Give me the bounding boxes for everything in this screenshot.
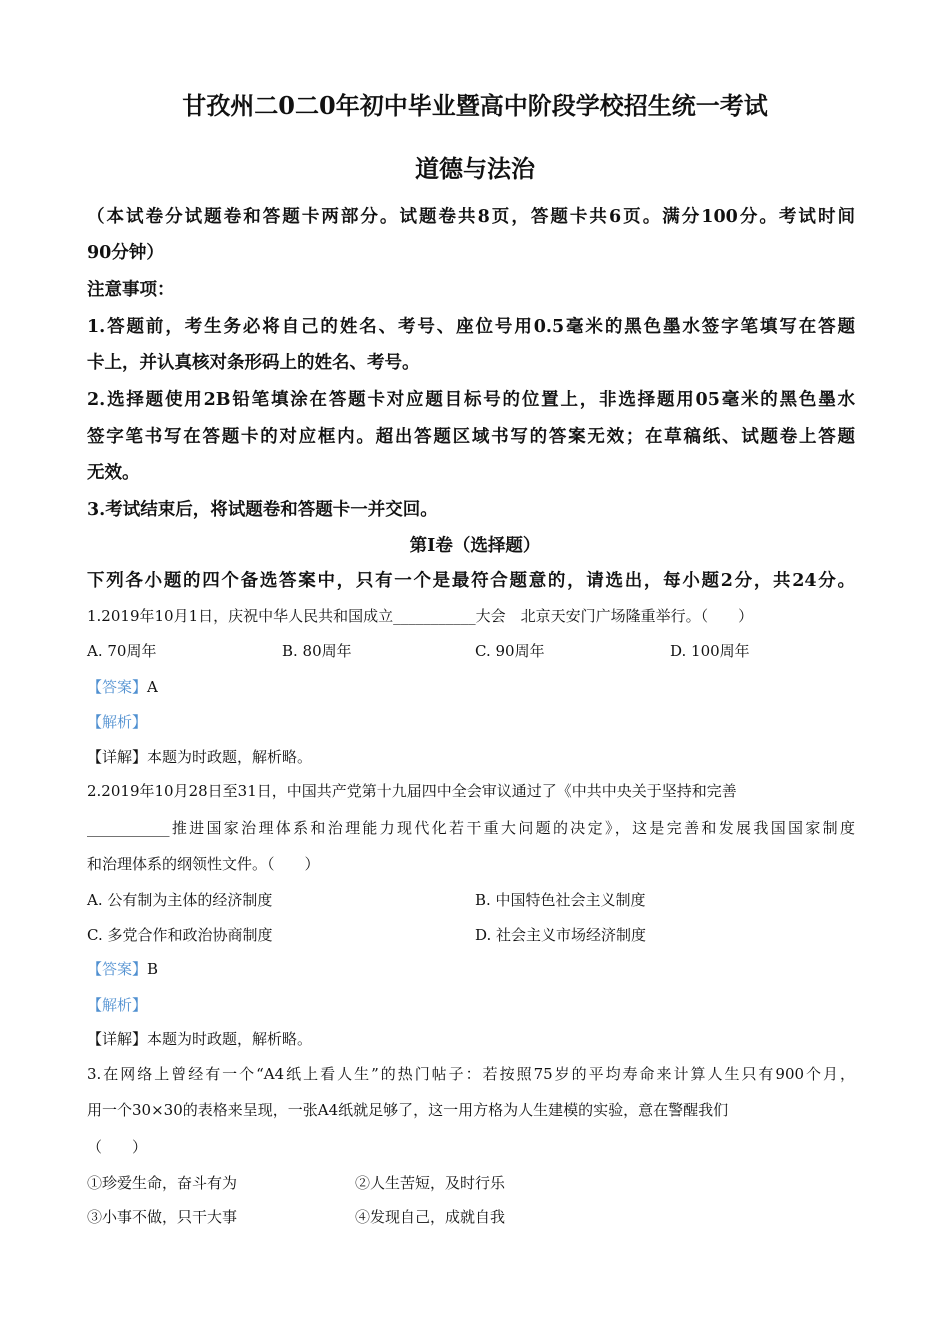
notice-heading: 注意事项： xyxy=(87,280,175,300)
question-text: 用一个30×30的表格来呈现，一张A4纸就足够了，这一用方格为人生建模的实验，意在警醒我们 xyxy=(87,1101,729,1119)
question-text: （ ） xyxy=(87,1138,148,1156)
option-2: ②人生苦短，及时行乐 xyxy=(355,1174,506,1192)
answer-line xyxy=(87,676,158,697)
option-b: B. 中国特色社会主义制度 xyxy=(475,891,646,909)
section-title: 第I卷（选择题） xyxy=(409,536,541,556)
notice-item: 无效。 xyxy=(87,463,140,483)
subject-title: 道德与法治 xyxy=(415,154,535,183)
answer-line xyxy=(87,958,158,979)
intro-line: （本试卷分试题卷和答题卡两部分。试题卷共8页，答题卡共6页。满分100分。考试时间 xyxy=(87,207,855,227)
notice-item: 签字笔书写在答题卡的对应框内。超出答题区域书写的答案无效；在草稿纸、试题卷上答题 xyxy=(87,427,855,447)
option-b: B. 80周年 xyxy=(282,642,352,660)
detail-label: 【详解】 xyxy=(87,1030,148,1048)
answer-label: 【答案】 xyxy=(87,678,148,696)
notice-item: 1.答题前，考生务必将自己的姓名、考号、座位号用0.5毫米的黑色墨水签字笔填写在答题 xyxy=(87,317,855,337)
question-text: ___________推进国家治理体系和治理能力现代化若干重大问题的决定》，这是完善和发展我国国家制度 xyxy=(87,819,855,837)
analysis-label: 【解析】 xyxy=(87,996,148,1014)
option-d: D. 100周年 xyxy=(670,642,750,660)
detail-text: 本题为时政题，解析略。 xyxy=(147,748,313,766)
option-4: ④发现自己，成就自我 xyxy=(355,1208,506,1226)
exam-title: 甘孜州二0二0年初中毕业暨高中阶段学校招生统一考试 xyxy=(182,91,768,120)
answer-value: A xyxy=(147,678,158,696)
option-c: C. 90周年 xyxy=(475,642,545,660)
option-c: C. 多党合作和政治协商制度 xyxy=(87,926,273,944)
question-text: 1.2019年10月1日，庆祝中华人民共和国成立___________大会 北京天安门广场隆重举行。（ ） xyxy=(87,607,754,625)
analysis-label: 【解析】 xyxy=(87,713,148,731)
detail-line xyxy=(87,746,312,767)
question-text: 和治理体系的纲领性文件。（ ） xyxy=(87,855,320,873)
option-3: ③小事不做，只干大事 xyxy=(87,1208,238,1226)
option-a: A. 公有制为主体的经济制度 xyxy=(87,891,273,909)
intro-line: 90分钟） xyxy=(87,243,164,263)
notice-item: 2.选择题使用2B铅笔填涂在答题卡对应题目标号的位置上，非选择题用05毫米的黑色墨水 xyxy=(87,390,855,410)
option-a: A. 70周年 xyxy=(87,642,157,660)
answer-label: 【答案】 xyxy=(87,960,148,978)
option-1: ①珍爱生命，奋斗有为 xyxy=(87,1174,238,1192)
question-text: 3.在网络上曾经有一个“A4纸上看人生”的热门帖子：若按照75岁的平均寿命来计算人生只有900个月， xyxy=(87,1065,855,1083)
option-d: D. 社会主义市场经济制度 xyxy=(475,926,647,944)
answer-value: B xyxy=(147,960,159,978)
question-text: 2.2019年10月28日至31日，中国共产党第十九届四中全会审议通过了《中共中央关于坚持和完善 xyxy=(87,782,737,800)
notice-item: 卡上，并认真核对条形码上的姓名、考号。 xyxy=(87,353,420,373)
detail-line xyxy=(87,1028,312,1049)
notice-item: 3.考试结束后，将试题卷和答题卡一并交回。 xyxy=(87,500,438,520)
detail-text: 本题为时政题，解析略。 xyxy=(147,1030,313,1048)
detail-label: 【详解】 xyxy=(87,748,148,766)
section-instruction: 下列各小题的四个备选答案中，只有一个是最符合题意的，请选出，每小题2分，共24分。 xyxy=(87,571,855,591)
